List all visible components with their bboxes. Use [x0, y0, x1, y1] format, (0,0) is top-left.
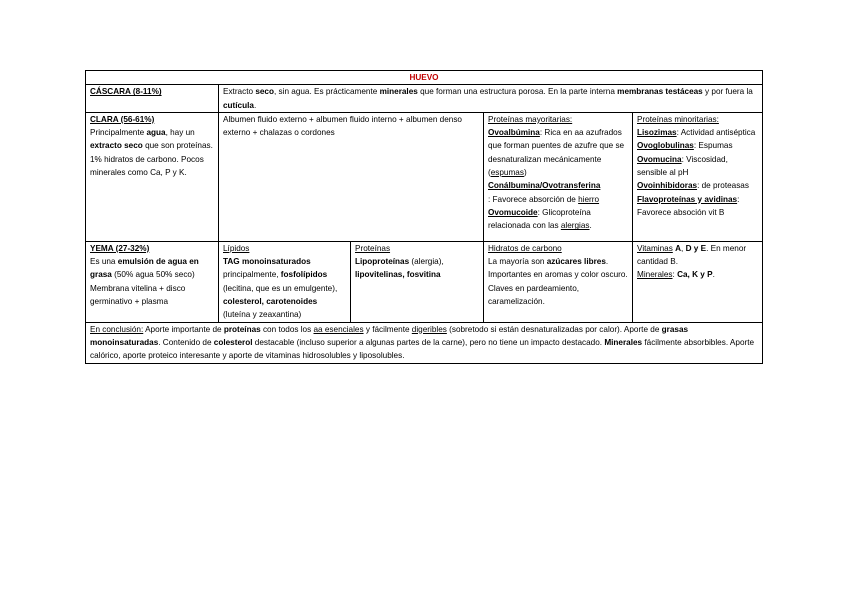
conalbumina-term: Conálbumina/Ovotransferina	[488, 181, 601, 191]
minoritarias-heading: Proteínas minoritarias:	[637, 114, 719, 124]
proteinas-heading: Proteínas	[355, 243, 391, 253]
yema-vitaminas-minerales: Vitaminas A, D y E. En menor cantidad B. Minerales: Ca, K y P.	[633, 241, 763, 322]
vitaminas-label: Vitaminas	[637, 243, 673, 253]
ovoglobulinas-term: Ovoglobulinas	[637, 141, 694, 151]
clara-cell: CLARA (56-61%) Principalmente agua, hay un extracto seco que son proteínas. 1% hidratos de carbono. Pocos minerales como Ca, P y K.	[86, 112, 219, 241]
conclusion-row	[86, 322, 763, 363]
yema-hidratos: Hidratos de carbono La mayoría son azúcares libres. Importantes en aromas y color oscuro. Claves en pardeamiento, caramelización.	[484, 241, 633, 322]
yema-proteinas: Proteínas Lipoproteínas (alergia), lipovitelinas, fosvitina	[351, 241, 484, 322]
yema-lipidos: Lípidos TAG monoinsaturados principalmente, fosfolípidos (lecitina, que es un emulgente), colesterol, carotenoides (luteína y zeaxantina)	[219, 241, 351, 322]
clara-label: CLARA (56-61%)	[90, 114, 155, 124]
ovoalbumina-term: Ovoalbúmina	[488, 128, 540, 138]
cascara-label-cell	[86, 85, 219, 113]
yema-label: YEMA (27-32%)	[90, 243, 150, 253]
cascara-description: Extracto seco, sin agua. Es prácticamente minerales que forman una estructura porosa. En la parte interna membranas testáceas y por fuera la cutícula.	[219, 85, 763, 113]
ovomucoide-term: Ovomucoide	[488, 207, 538, 217]
conclusion-text: En conclusión: Aporte importante de proteínas con todos los aa esenciales y fácilmente digeribles (sobretodo si están desnaturalizadas por calor). Aporte de grasas monoinsaturadas. Contenido de colesterol destacable (incluso superior a algunas partes de la carne), pero no tiene un impacto destacado. Minerales fácilmente absorbibles. Aporte calórico, aporte proteico interesante y aporte de vitaminas hidrosolubles y liposolubles.	[86, 322, 763, 363]
lipidos-heading: Lípidos	[223, 243, 250, 253]
flavoproteinas-term: Flavoproteínas y avidinas	[637, 194, 738, 204]
egg-composition-table	[85, 70, 763, 364]
ovomucina-term: Ovomucina	[637, 154, 682, 164]
conclusion-label: En conclusión:	[90, 324, 144, 334]
mayoritarias-heading: Proteínas mayoritarias:	[488, 114, 573, 124]
clara-albumen: Albumen fluido externo + albumen fluido interno + albumen denso externo + chalazas o cordones	[219, 112, 484, 241]
clara-row	[86, 112, 763, 241]
title-row	[86, 71, 763, 85]
yema-cell: YEMA (27-32%) Es una emulsión de agua en grasa (50% agua 50% seco) Membrana vitelina + disco germinativo + plasma	[86, 241, 219, 322]
clara-proteinas-minoritarias: Proteínas minoritarias: Lisozimas: Actividad antiséptica Ovoglobulinas: Espumas Ovomucina: Viscosidad, sensible al pH Ovoinhibidoras: de proteasas Flavoproteínas y avidinas: Favorece absoción vit B	[633, 112, 763, 241]
hidratos-heading: Hidratos de carbono	[488, 243, 562, 253]
clara-proteinas-mayoritarias: Proteínas mayoritarias: Ovoalbúmina: Rica en aa azufrados que forman puentes de azufre que se desnaturalizan mecánicamente (espumas) Conálbumina/Ovotransferina : Favorece absorción de hierro Ovomucoide: Glicoproteína relacionada con las alergias.	[484, 112, 633, 241]
yema-row	[86, 241, 763, 322]
minerales-label: Minerales	[637, 270, 673, 280]
cascara-label: CÁSCARA (8-11%)	[90, 87, 162, 97]
table-title: HUEVO	[86, 71, 763, 85]
cascara-row	[86, 85, 763, 113]
ovoinhibidoras-term: Ovoinhibidoras	[637, 181, 698, 191]
lisozimas-term: Lisozimas	[637, 128, 677, 138]
